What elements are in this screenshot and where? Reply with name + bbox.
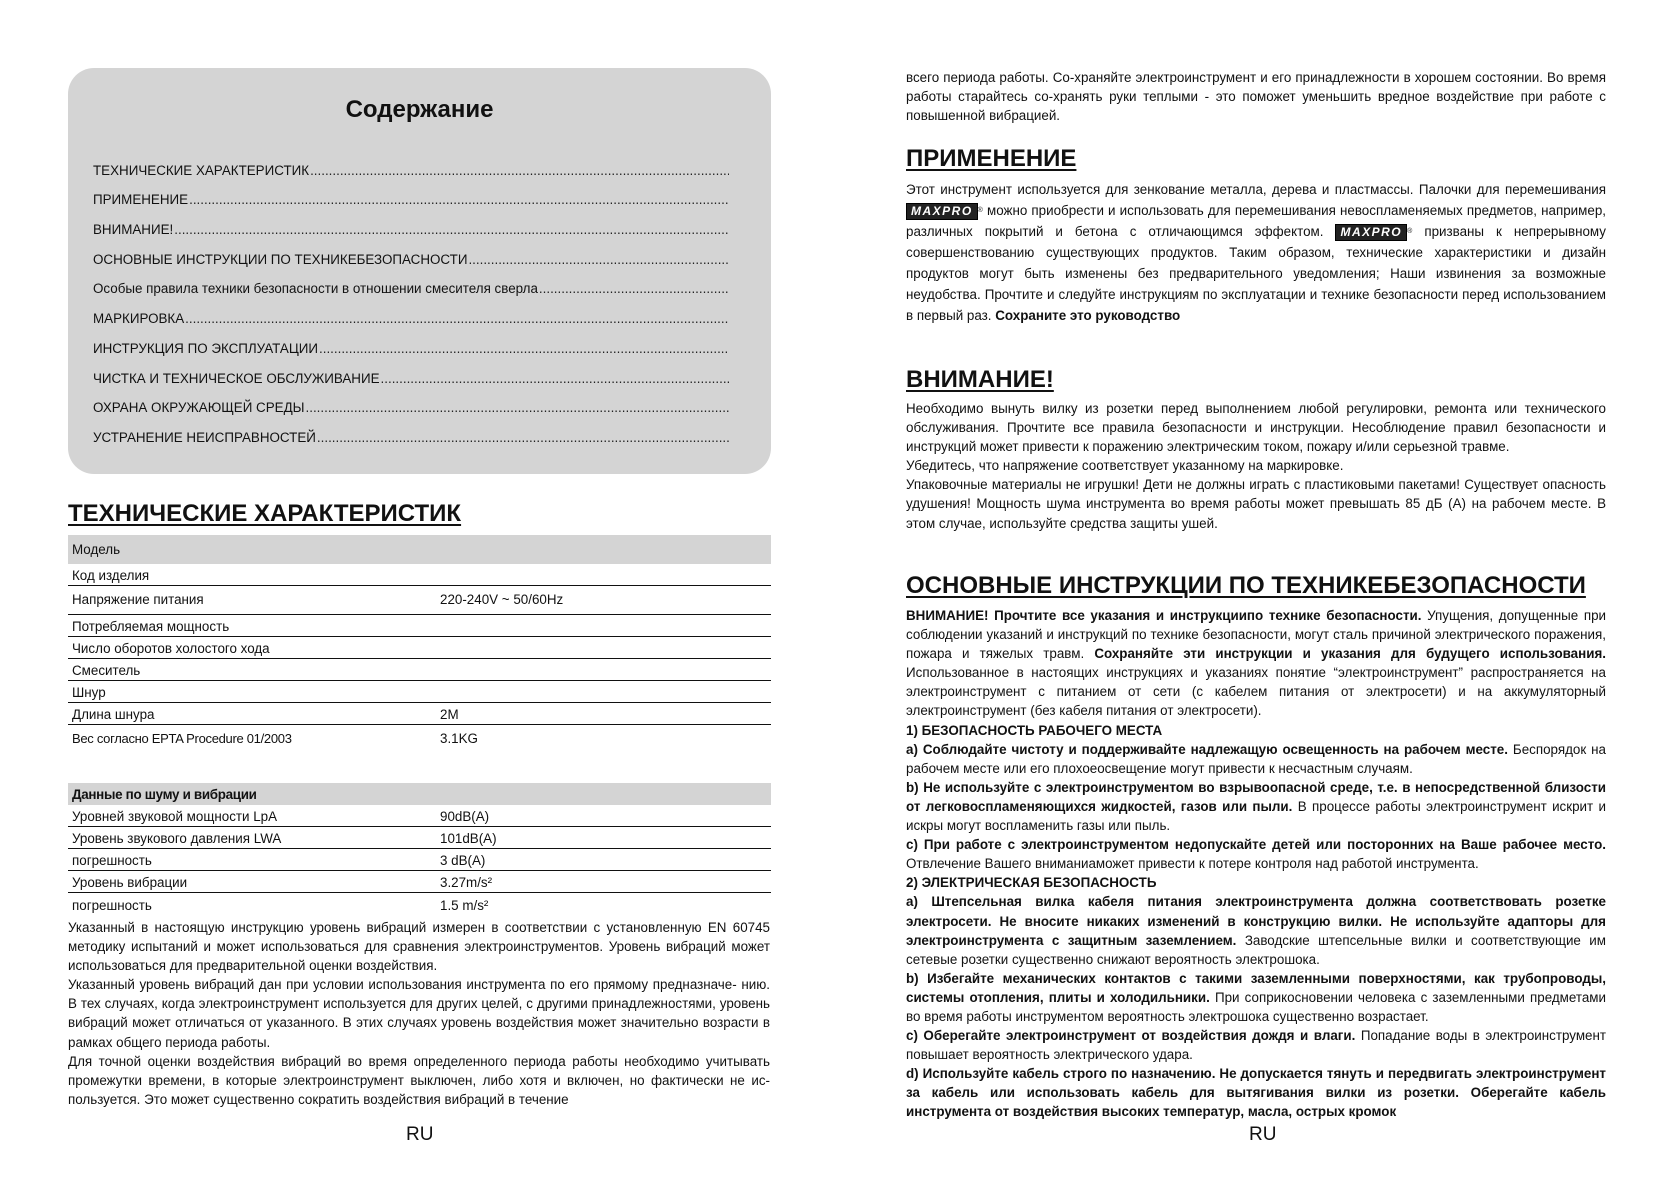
paragraph: Указанный в настоящую инструкцию уровень вибраций измерен в соответствии с установленную EN 60745 методику испытаний и может использоваться для сравнения электроинструментов. Уровень вибраций может использоваться для предварительной оценки воздействия. [68,920,770,974]
maxpro-logo: MAXPRO [906,203,978,220]
safety-heading: ОСНОВНЫЕ ИНСТРУКЦИИ ПО ТЕХНИКЕБЕЗОПАСНОСТИ [906,572,1586,599]
safety-text: ВНИМАНИЕ! Прочтите все указания и инструкциипо технике безопасности. Упущения, допущенные при соблюдении указаний и инструкций по технике безопасности, могут сталь причиной электрического поражения, пожара и тяжелых травм. Сохраняйте эти инструкции и указания для будущего использования. Использованное в настоящих инструкциях и указаниях понятие “электроинструмент” распространяется на электроинструмент с питанием от сети (с кабелем питания от электросети) и на аккумуляторный электроинструмент (без кабеля питания от электросети). 1) БЕЗОПАСНОСТЬ РАБОЧЕГО МЕСТА а) Соблюдайте чистоту и поддерживайте надлежащую освещенность на рабочем месте. Беспорядок на рабочем месте или его плохоеосвещение могут привести к несчастным случаям. b) Не используйте с электроинструментом во взрывоопасной среде, т.е. в непосредственной близости от легковоспламеняющихся жидкостей, газов или пыли. В процессе работы электроинструмент искрит и искры могут воспламенить газы или пыль. c) При работе с электроинструментом недопускайте детей или посторонних на Ваше рабочее место. Отвлечение Вашего вниманиаможет привести к потере контроля над работой инструмента. 2) ЭЛЕКТРИЧЕСКАЯ БЕЗОПАСНОСТЬ а) Штепсельная вилка кабеля питания электроинструмента должна соответствовать розетке электросети. Не вносите никаких изменений в конструкцию вилки. Не используйте адапторы для электроинструмента с защитным заземлением. Заводские штепсельные вилки и соответствующие им сетевые розетки существенно снижают вероятность электрошока. b) Избегайте механических контактов с такими заземленными поверхностями, как трубопроводы, системы отопления, плиты и холодильники. При соприкосновении человека с заземленными предметами во время работы инструментом вероятность электрошока существенно возрастает. c) Оберегайте электроинструмент от воздействия дождя и влаги. Попадание воды в электроинструмент повышает вероятность электрического удара. d) Используйте кабель строго по назначению. Не допускается тянуть и передвигать электроинструмент за кабель или использовать кабель для вытягивания вилки из розетки. Оберегайте кабель инструмента от воздействия высоких температур, масла, острых кромок [906,608,1606,1120]
paragraph: Для точной оценки воздействия вибраций во время определенного периода работы необходимо учитывать промежутки времени, в которые электроинструмент выключен, либо хотя и включен, но фактически не ис- пользуется. Это может существенно сократить воздействия вибраций в течение [68,1053,770,1107]
toc-item[interactable]: ЧИСТКА И ТЕХНИЧЕСКОЕ ОБСЛУЖИВАНИЕ ..... [93,360,729,390]
table-row: погрешность 3 dB(A) [68,849,771,871]
noise-table [68,783,771,915]
toc-item[interactable]: ОСНОВНЫЕ ИНСТРУКЦИИ ПО ТЕХНИКЕБЕЗОПАСНОСТИ ..... [93,241,729,271]
page-language-right: RU [1249,1124,1277,1145]
toc-item[interactable]: ВНИМАНИЕ! ..... [93,211,729,241]
warning-heading: ВНИМАНИЕ! [906,366,1054,393]
paragraph: Указанный уровень вибраций дан при условии использования инструмента по его прямому предназначе- нию. В тех случаях, когда электроинструмент используется для других целей, с другими принадлежностями, уровень вибраций может отличаться от указанного. В этих случаях уровень воздействия может значительно возрасти в рамках общего периода работы. [68,977,770,1050]
toc-title: Содержание [345,96,494,123]
specs-heading: ТЕХНИЧЕСКИЕ ХАРАКТЕРИСТИК [68,500,462,527]
specs-header-row: Модель [68,535,771,564]
table-row: Уровень звукового давления LWA 101dB(A) [68,827,771,849]
toc-item[interactable]: МАРКИРОВКА ..... [93,300,729,330]
table-row: Шнур [68,681,771,703]
toc-item[interactable]: ИНСТРУКЦИЯ ПО ЭКСПЛУАТАЦИИ ..... [93,330,729,360]
toc-item[interactable]: УСТРАНЕНИЕ НЕИСПРАВНОСТЕЙ ..... [93,419,729,449]
toc-item[interactable]: ПРИМЕНЕНИЕ ..... [93,182,729,212]
warning-text: Необходимо вынуть вилку из розетки перед выполнением любой регулировки, ремонта или технического обслуживания. Прочтите все правила безопасности и инструкции. Несоблюдение правил безопасности и инструкций может привести к поражению электрическим током, пожару и/или серьезной травме. Убедитесь, что напряжение соответствует указанному на маркировке. Упаковочные материалы не игрушки! Дети не должны играть с пластиковыми пакетами! Существует опасность удушения! Мощность шума инструмента во время работы может превышать 85 дБ (А) на рабочем месте. В этом случае, используйте средства защиты ушей. [906,401,1606,531]
table-row: Смеситель [68,659,771,681]
application-heading: ПРИМЕНЕНИЕ [906,145,1077,172]
table-row: Вес согласно EPTA Procedure 01/2003 3.1KG [72,731,478,746]
specs-table [68,535,771,748]
intro-text: всего периода работы. Со-храняйте электроинструмент и его принадлежности в хорошем состоянии. Во время работы старайтесь со-хранять руки теплыми - это поможет уменьшить вредное воздействие при работе с повышенной вибрацией. [906,70,1606,124]
vibration-text [68,918,770,1109]
table-row: погрешность 1.5 m/s² [72,898,489,913]
table-row: Уровень вибрации 3.27m/s² [68,871,771,893]
toc-list [93,152,729,449]
table-row: Число оборотов холостого хода [68,637,771,659]
toc-item[interactable]: ОХРАНА ОКРУЖАЮЩЕЙ СРЕДЫ ..... [93,390,729,420]
toc-item[interactable]: Особые правила техники безопасности в отношении смесителя сверла ..... [93,271,729,301]
table-of-contents [68,68,771,474]
table-row: Уровней звуковой мощности LpA 90dB(A) [68,805,771,827]
table-row: Напряжение питания 220-240V ~ 50/60Hz [68,586,771,615]
noise-header-row: Данные по шуму и вибрации [68,783,771,805]
toc-item[interactable]: ТЕХНИЧЕСКИЕ ХАРАКТЕРИСТИК ..... [93,152,729,182]
application-text: Этот инструмент используется для зенкование металла, дерева и пластмассы. Палочки для перемешивания MAXPRO ® можно приобрести и использовать для перемешивания невоспламеняемых предметов, например, различных покрытий и бетона с отличающимся эффектом. MAXPRO ® призваны к непрерывному совершенствованию существующих продуктов. Таким образом, технические характеристики и дизайн продуктов могут быть изменены без предварительного уведомления; Наши извинения за возможные неудобства. Прочтите и следуйте инструкциям по эксплуатации и технике безопасности перед использованием в первый раз. Сохраните это руководство [906,182,1606,323]
table-row: Потребляемая мощность [68,615,771,637]
table-row: Код изделия [68,564,771,586]
maxpro-logo: MAXPRO [1335,224,1407,241]
table-row: Длина шнура 2M [68,703,771,725]
page-language-left: RU [406,1124,434,1145]
